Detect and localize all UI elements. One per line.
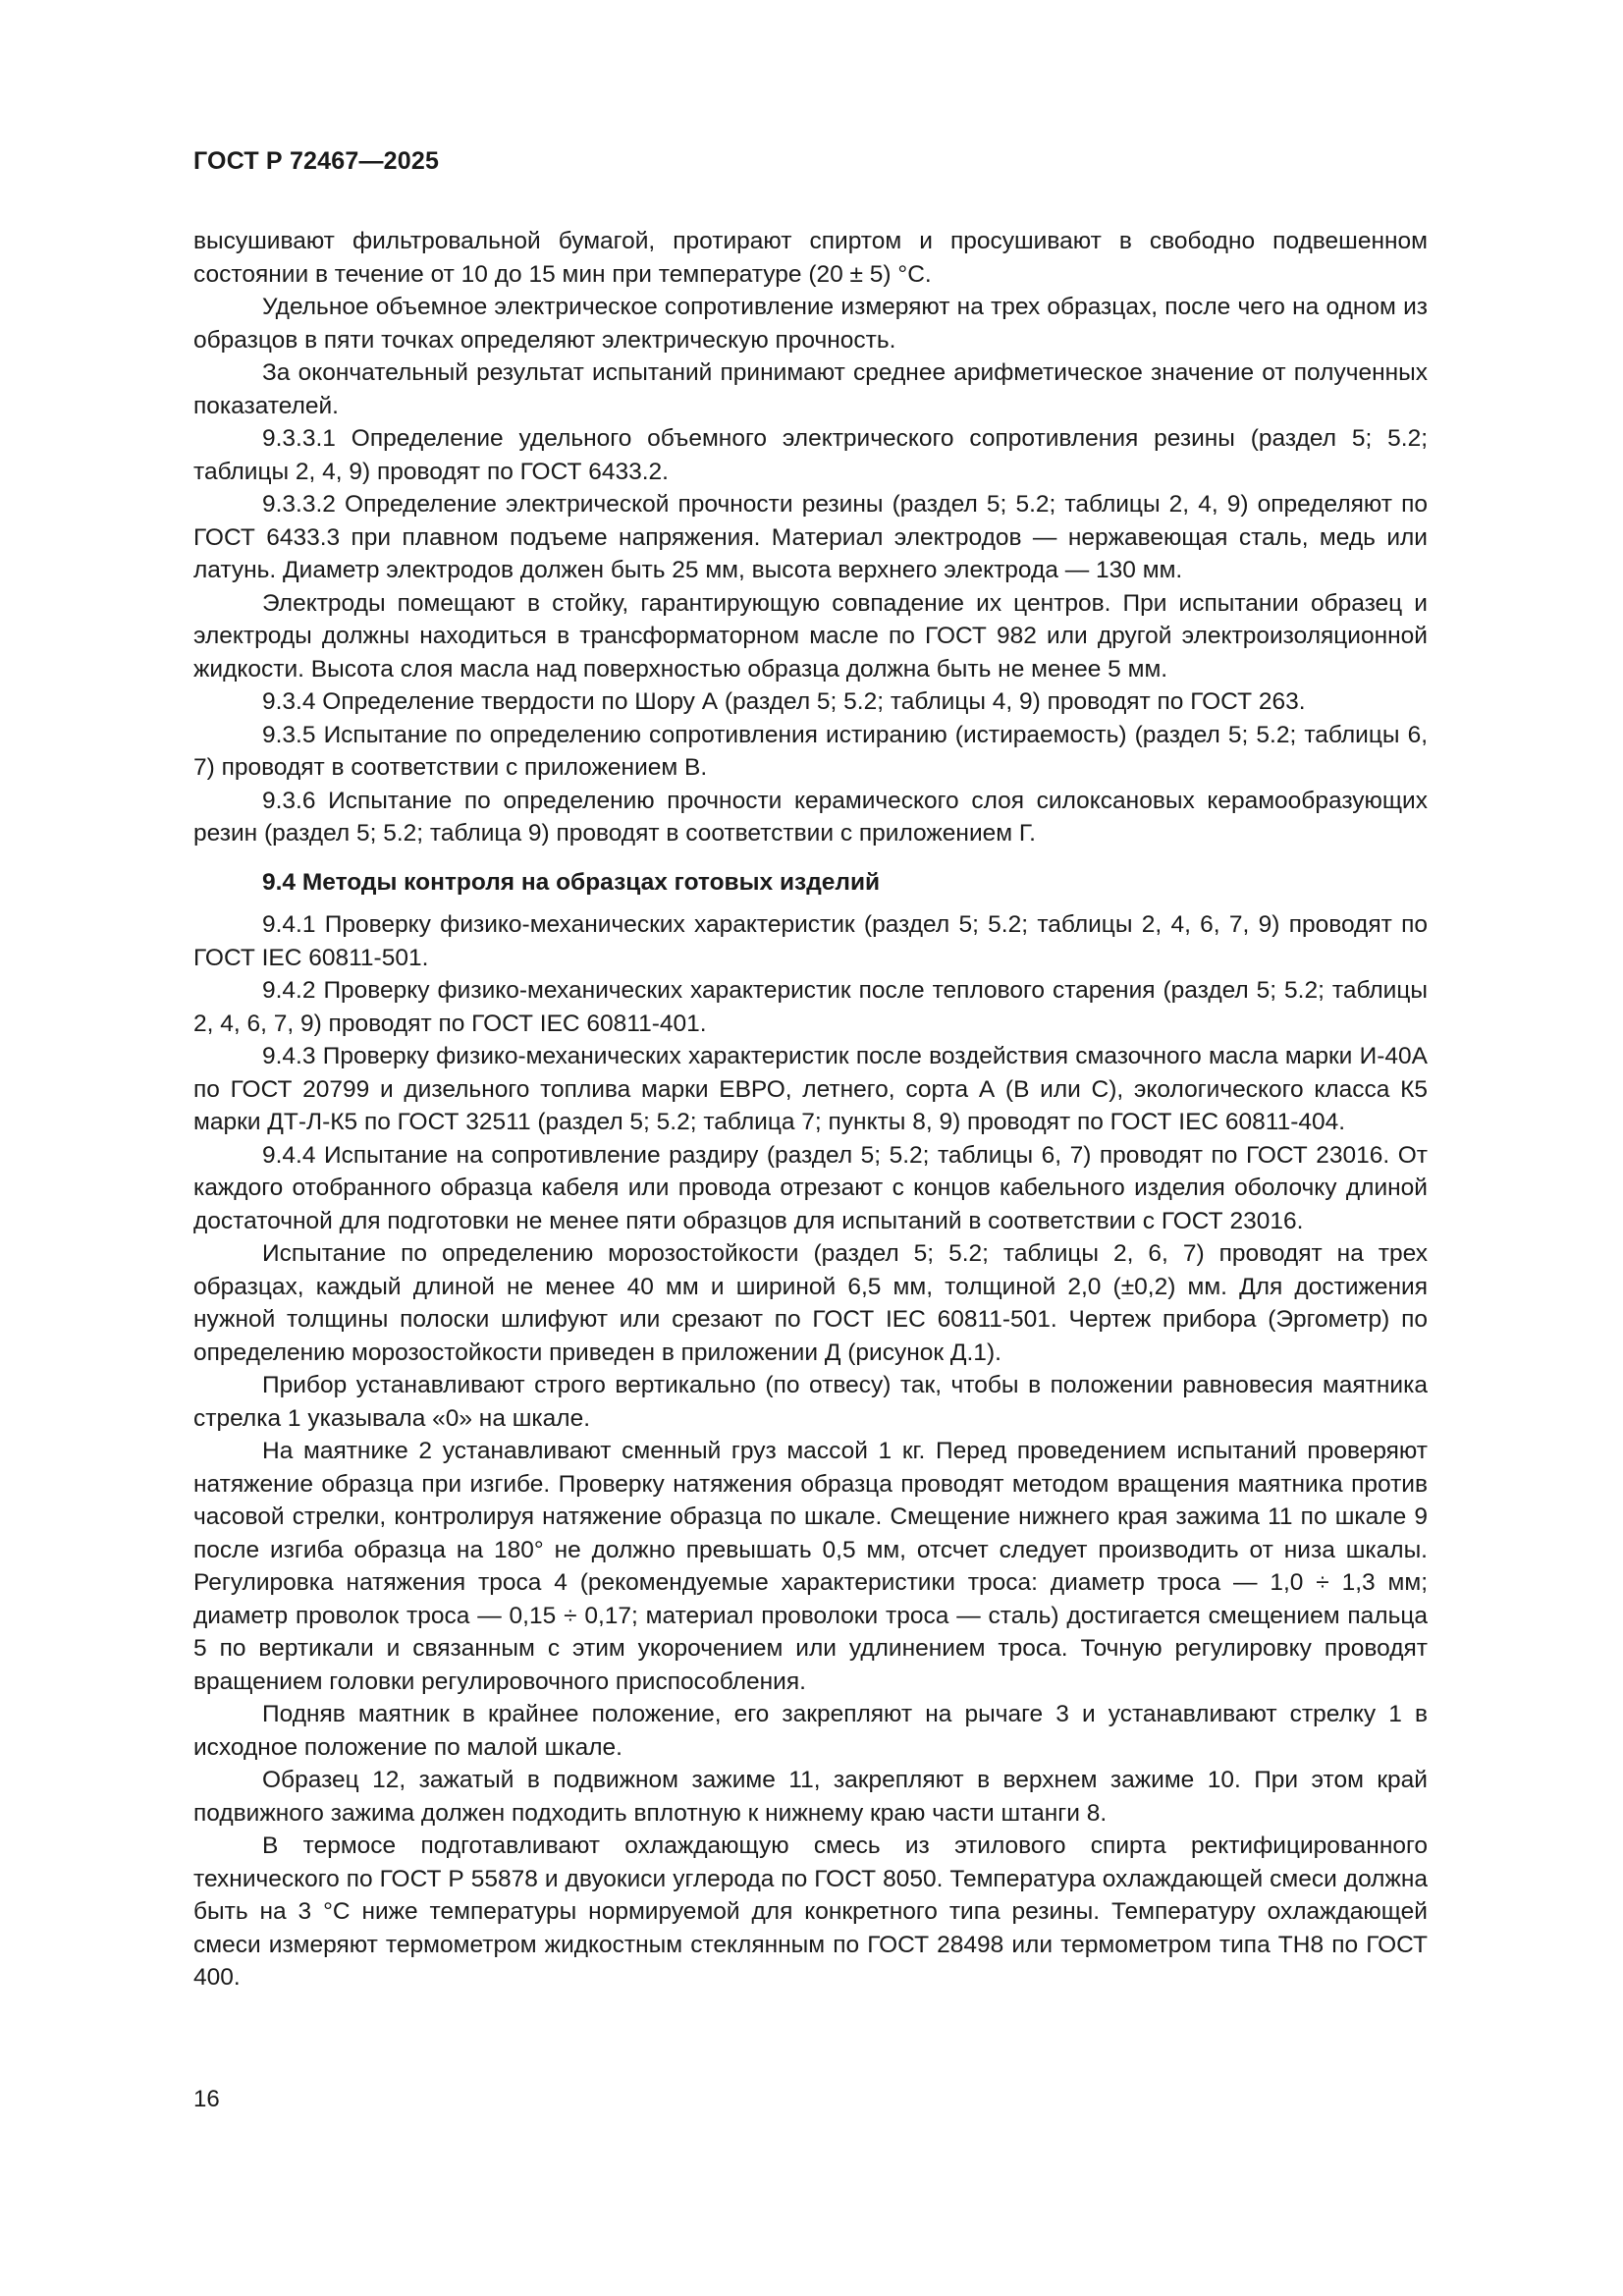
paragraph: 9.3.5 Испытание по определению сопротивления истиранию (истираемость) (раздел 5; 5.2; таблицы 6, 7) проводят в соответствии с приложением В. <box>193 721 1428 781</box>
paragraph: 9.3.6 Испытание по определению прочности керамического слоя силоксановых керамообразующих резин (раздел 5; 5.2; таблица 9) проводят в соответствии с приложением Г. <box>193 787 1428 847</box>
paragraph: Электроды помещают в стойку, гарантирующую совпадение их центров. При испытании образец и электроды должны находиться в трансформаторном масле по ГОСТ 982 или другой электроизоляционной жидкости. Высота слоя масла над поверхностью образца должна быть не менее 5 мм. <box>193 589 1428 683</box>
paragraph: 9.3.3.2 Определение электрической прочности резины (раздел 5; 5.2; таблицы 2, 4, 9) определяют по ГОСТ 6433.3 при плавном подъеме напряжения. Материал электродов — нержавеющая сталь, медь или латунь. Диаметр электродов должен быть 25 мм, высота верхнего электрода — 130 мм. <box>193 491 1428 583</box>
document-body <box>193 225 1428 1995</box>
paragraph: 9.3.4 Определение твердости по Шору А (раздел 5; 5.2; таблицы 4, 9) проводят по ГОСТ 263. <box>262 688 1306 715</box>
document-header: ГОСТ Р 72467—2025 <box>193 147 440 175</box>
paragraph: 9.4.1 Проверку физико-механических характеристик (раздел 5; 5.2; таблицы 2, 4, 6, 7, 9) проводят по ГОСТ IEC 60811-501. <box>193 911 1428 971</box>
paragraph: В термосе подготавливают охлаждающую смесь из этилового спирта ректифицированного технического по ГОСТ Р 55878 и двуокиси углерода по ГОСТ 8050. Температура охлаждающей смеси должна быть на 3 °С ниже температуры нормируемой для конкретного типа резины. Температуру охлаждающей смеси измеряют термометром жидкостным стеклянным по ГОСТ 28498 или термометром типа ТН8 по ГОСТ 400. <box>193 1832 1428 1991</box>
paragraph: 9.3.3.1 Определение удельного объемного электрического сопротивления резины (раздел 5; 5.2; таблицы 2, 4, 9) проводят по ГОСТ 6433.2. <box>193 425 1428 485</box>
page-number: 16 <box>193 2086 220 2112</box>
paragraph: высушивают фильтровальной бумагой, протирают спиртом и просушивают в свободно подвешенном состоянии в течение от 10 до 15 мин при температуре (20 ± 5) °С. <box>193 228 1428 288</box>
paragraph: Удельное объемное электрическое сопротивление измеряют на трех образцах, после чего на одном из образцов в пяти точках определяют электрическую прочность. <box>193 294 1428 354</box>
paragraph: 9.4.4 Испытание на сопротивление раздиру (раздел 5; 5.2; таблицы 6, 7) проводят по ГОСТ 23016. От каждого отобранного образца кабеля или провода отрезают с концов кабельного изделия оболочку длиной достаточной для подготовки не менее пяти образцов для испытаний в соответствии с ГОСТ 23016. <box>193 1141 1428 1234</box>
paragraph: На маятнике 2 устанавливают сменный груз массой 1 кг. Перед проведением испытаний проверяют натяжение образца при изгибе. Проверку натяжения образца проводят методом вращения маятника против часовой стрелки, контролируя натяжение образца по шкале. Смещение нижнего края зажима 11 по шкале 9 после изгиба образца на 180° не должно превышать 0,5 мм, отсчет следует производить от низа шкалы. Регулировка натяжения троса 4 (рекомендуемые характеристики троса: диаметр троса — 1,0 ÷ 1,3 мм; диаметр проволок троса — 0,15 ÷ 0,17; материал проволоки троса — сталь) достигается смещением пальца 5 по вертикали и связанным с этим укорочением или удлинением троса. Точную регулировку проводят вращением головки регулировочного приспособления. <box>193 1438 1428 1695</box>
paragraph: За окончательный результат испытаний принимают среднее арифметическое значение от полученных показателей. <box>193 359 1428 419</box>
paragraph: 9.4.2 Проверку физико-механических характеристик после теплового старения (раздел 5; 5.2; таблицы 2, 4, 6, 7, 9) проводят по ГОСТ IEC 60811-401. <box>193 977 1428 1037</box>
paragraph: Испытание по определению морозостойкости (раздел 5; 5.2; таблицы 2, 6, 7) проводят на трех образцах, каждый длиной не менее 40 мм и шириной 6,5 мм, толщиной 2,0 (±0,2) мм. Для достижения нужной толщины полоски шлифуют или срезают по ГОСТ IEC 60811-501. Чертеж прибора (Эргометр) по определению морозостойкости приведен в приложении Д (рисунок Д.1). <box>193 1240 1428 1366</box>
section-heading: 9.4 Методы контроля на образцах готовых изделий <box>262 868 881 896</box>
paragraph: Прибор устанавливают строго вертикально (по отвесу) так, чтобы в положении равновесия маятника стрелка 1 указывала «0» на шкале. <box>193 1372 1428 1432</box>
paragraph: Образец 12, зажатый в подвижном зажиме 11, закрепляют в верхнем зажиме 10. При этом край подвижного зажима должен подходить вплотную к нижнему краю части штанги 8. <box>193 1767 1428 1827</box>
paragraph: 9.4.3 Проверку физико-механических характеристик после воздействия смазочного масла марки И-40А по ГОСТ 20799 и дизельного топлива марки ЕВРО, летнего, сорта А (В или С), экологического класса К5 марки ДТ-Л-К5 по ГОСТ 32511 (раздел 5; 5.2; таблица 7; пункты 8, 9) проводят по ГОСТ IEC 60811-404. <box>193 1043 1428 1135</box>
paragraph: Подняв маятник в крайнее положение, его закрепляют на рычаге 3 и устанавливают стрелку 1 в исходное положение по малой шкале. <box>193 1701 1428 1761</box>
